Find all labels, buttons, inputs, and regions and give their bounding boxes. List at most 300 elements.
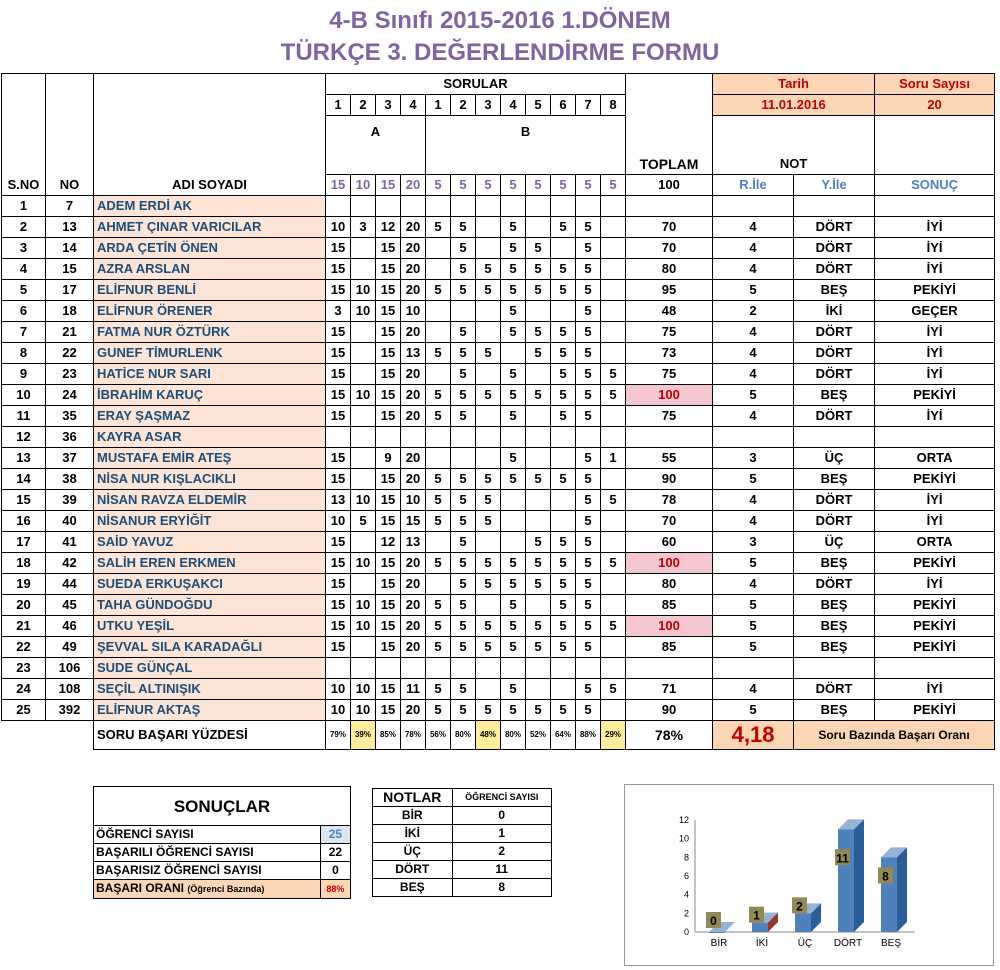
y-tick-label: 6 (683, 871, 689, 881)
student-name: KAYRA ASAR (94, 427, 326, 448)
score-cell: 5 (551, 322, 576, 343)
score-cell: 10 (351, 301, 376, 322)
summary-blank (46, 721, 94, 750)
score-cell: 15 (376, 490, 401, 511)
student-grade-word: ÜÇ (794, 532, 875, 553)
score-cell (601, 511, 626, 532)
student-sno: 18 (2, 553, 46, 574)
score-cell: 15 (376, 364, 401, 385)
student-grade-word (794, 658, 875, 679)
student-result: PEKİYİ (875, 553, 995, 574)
question-number: 3 (376, 95, 401, 116)
score-cell (476, 322, 501, 343)
basari-orani-sub: (Öğrenci Bazında) (187, 884, 265, 894)
score-cell: 10 (351, 280, 376, 301)
score-cell: 15 (326, 343, 351, 364)
score-cell (476, 427, 501, 448)
question-points: 15 (376, 175, 401, 196)
sonuclar-label: BAŞARISIZ ÖĞRENCİ SAYISI (94, 862, 321, 880)
score-cell: 12 (376, 532, 401, 553)
student-grade-number: 4 (713, 490, 794, 511)
score-cell: 5 (576, 637, 601, 658)
score-cell: 10 (351, 679, 376, 700)
student-sno: 8 (2, 343, 46, 364)
score-cell (426, 322, 451, 343)
score-cell: 15 (326, 574, 351, 595)
summary-note: Soru Bazında Başarı Oranı (794, 721, 995, 750)
student-result: İYİ (875, 238, 995, 259)
score-cell (601, 658, 626, 679)
score-cell: 5 (526, 532, 551, 553)
score-cell: 20 (401, 637, 426, 658)
score-cell: 5 (451, 574, 476, 595)
score-cell (426, 532, 451, 553)
notlar-grade: İKİ (373, 825, 453, 843)
score-cell: 5 (426, 343, 451, 364)
score-cell (326, 427, 351, 448)
question-success-percent: 56% (426, 721, 451, 750)
score-cell: 5 (451, 217, 476, 238)
score-cell (476, 679, 501, 700)
score-cell: 15 (326, 448, 351, 469)
student-total: 55 (626, 448, 713, 469)
table-row (2, 448, 995, 469)
score-cell (376, 196, 401, 217)
student-total: 70 (626, 511, 713, 532)
score-cell: 20 (401, 238, 426, 259)
score-cell: 5 (501, 259, 526, 280)
table-row (2, 343, 995, 364)
student-name: ARDA ÇETİN ÖNEN (94, 238, 326, 259)
notlar-count: 0 (452, 807, 551, 825)
table-row (2, 364, 995, 385)
student-grade-number: 4 (713, 511, 794, 532)
score-cell: 15 (326, 595, 351, 616)
student-total (626, 196, 713, 217)
student-no: 46 (46, 616, 94, 637)
student-name: FATMA NUR ÖZTÜRK (94, 322, 326, 343)
student-grade-number: 3 (713, 532, 794, 553)
score-cell: 5 (576, 322, 601, 343)
score-cell: 10 (351, 700, 376, 721)
score-cell: 20 (401, 574, 426, 595)
y-tick-label: 8 (683, 852, 689, 863)
student-total: 85 (626, 637, 713, 658)
score-cell: 15 (376, 322, 401, 343)
table-row (2, 427, 995, 448)
bar (838, 829, 854, 932)
y-tick-label: 0 (683, 927, 689, 937)
student-name: ELİFNUR AKTAŞ (94, 700, 326, 721)
bar-side (854, 819, 864, 932)
student-name: GUNEF TİMURLENK (94, 343, 326, 364)
score-cell: 5 (426, 490, 451, 511)
score-cell: 20 (401, 322, 426, 343)
score-cell: 15 (376, 301, 401, 322)
score-cell: 13 (401, 532, 426, 553)
student-grade-number (713, 427, 794, 448)
score-cell: 5 (601, 385, 626, 406)
score-cell: 9 (376, 448, 401, 469)
student-total: 80 (626, 574, 713, 595)
score-cell: 15 (326, 280, 351, 301)
score-cell: 10 (351, 595, 376, 616)
student-no: 106 (46, 658, 94, 679)
student-grade-word: DÖRT (794, 679, 875, 700)
data-label: 8 (882, 869, 889, 884)
question-number: 4 (501, 95, 526, 116)
header-sno: S.NO (2, 74, 46, 196)
score-cell: 5 (426, 616, 451, 637)
score-cell (476, 238, 501, 259)
student-result: İYİ (875, 217, 995, 238)
table-row (2, 406, 995, 427)
student-grade-word: DÖRT (794, 406, 875, 427)
student-no: 42 (46, 553, 94, 574)
score-cell: 15 (326, 322, 351, 343)
student-grade-number: 5 (713, 385, 794, 406)
score-cell (551, 658, 576, 679)
student-name: SAİD YAVUZ (94, 532, 326, 553)
question-number: 1 (326, 95, 351, 116)
x-tick-label: ÜÇ (797, 938, 813, 949)
score-cell: 20 (401, 364, 426, 385)
student-grade-number: 5 (713, 469, 794, 490)
question-points: 5 (476, 175, 501, 196)
score-cell: 5 (601, 679, 626, 700)
score-cell: 5 (476, 385, 501, 406)
student-result: PEKİYİ (875, 280, 995, 301)
question-number: 3 (476, 95, 501, 116)
score-cell: 5 (451, 259, 476, 280)
student-no: 17 (46, 280, 94, 301)
student-total: 100 (626, 385, 713, 406)
student-name: ERAY ŞAŞMAZ (94, 406, 326, 427)
score-cell (351, 637, 376, 658)
y-tick-label: 2 (683, 908, 689, 919)
student-grade-number: 5 (713, 280, 794, 301)
student-no: 49 (46, 637, 94, 658)
score-cell: 3 (351, 217, 376, 238)
score-cell: 20 (401, 448, 426, 469)
header-yazi: Y.İle (794, 175, 875, 196)
table-row (2, 280, 995, 301)
score-cell (451, 427, 476, 448)
basari-orani-label (94, 880, 321, 899)
student-total: 90 (626, 469, 713, 490)
score-cell: 5 (601, 553, 626, 574)
score-cell (551, 511, 576, 532)
student-result: PEKİYİ (875, 616, 995, 637)
score-cell: 5 (551, 469, 576, 490)
bar-side (897, 847, 907, 932)
score-cell: 5 (451, 511, 476, 532)
score-cell (501, 427, 526, 448)
student-sno: 3 (2, 238, 46, 259)
score-cell (351, 322, 376, 343)
score-cell (476, 217, 501, 238)
table-row (2, 322, 995, 343)
student-sno: 10 (2, 385, 46, 406)
summary-label: SORU BAŞARI YÜZDESİ (94, 721, 326, 750)
score-cell (501, 658, 526, 679)
student-grade-number: 2 (713, 301, 794, 322)
score-cell: 1 (601, 448, 626, 469)
question-points: 5 (526, 175, 551, 196)
score-cell: 15 (376, 616, 401, 637)
grade-distribution-chart (624, 784, 994, 966)
score-cell: 15 (376, 406, 401, 427)
score-cell: 5 (451, 280, 476, 301)
student-grade-word: BEŞ (794, 469, 875, 490)
student-grade-word: DÖRT (794, 490, 875, 511)
score-cell: 5 (551, 532, 576, 553)
table-row (2, 196, 995, 217)
score-cell (501, 343, 526, 364)
score-cell: 5 (526, 343, 551, 364)
student-total: 75 (626, 364, 713, 385)
student-name: AHMET ÇINAR VARICILAR (94, 217, 326, 238)
score-cell: 5 (526, 238, 551, 259)
score-cell: 5 (526, 616, 551, 637)
student-result: İYİ (875, 574, 995, 595)
question-success-percent: 85% (376, 721, 401, 750)
student-total: 80 (626, 259, 713, 280)
student-sno: 6 (2, 301, 46, 322)
score-cell: 5 (426, 637, 451, 658)
student-grade-number: 5 (713, 637, 794, 658)
student-result: İYİ (875, 679, 995, 700)
student-sno: 4 (2, 259, 46, 280)
student-sno: 12 (2, 427, 46, 448)
score-cell (326, 658, 351, 679)
score-cell: 10 (351, 385, 376, 406)
question-success-percent: 48% (476, 721, 501, 750)
score-cell: 5 (451, 553, 476, 574)
question-success-percent: 78% (401, 721, 426, 750)
student-grade-word: DÖRT (794, 259, 875, 280)
student-grade-number: 4 (713, 217, 794, 238)
score-cell (601, 574, 626, 595)
student-grade-word (794, 427, 875, 448)
student-no: 41 (46, 532, 94, 553)
score-cell: 5 (426, 217, 451, 238)
score-cell: 12 (376, 217, 401, 238)
student-name: SEÇİL ALTINIŞIK (94, 679, 326, 700)
question-success-percent: 79% (326, 721, 351, 750)
notlar-count: 11 (452, 861, 551, 879)
score-cell (601, 196, 626, 217)
sonuclar-value: 25 (320, 826, 350, 844)
question-points: 5 (601, 175, 626, 196)
student-name: ELİFNUR BENLİ (94, 280, 326, 301)
student-sno: 16 (2, 511, 46, 532)
student-grade-number (713, 658, 794, 679)
score-cell: 5 (551, 280, 576, 301)
student-grade-word: DÖRT (794, 574, 875, 595)
student-no: 392 (46, 700, 94, 721)
bar (752, 923, 768, 932)
score-cell: 20 (401, 616, 426, 637)
score-cell: 20 (401, 553, 426, 574)
x-tick-label: İKİ (755, 938, 769, 949)
student-name: NİSA NUR KIŞLACIKLI (94, 469, 326, 490)
score-cell (351, 427, 376, 448)
score-cell (426, 448, 451, 469)
table-row (2, 637, 995, 658)
notlar-grade: BEŞ (373, 879, 453, 897)
student-no: 35 (46, 406, 94, 427)
student-total: 95 (626, 280, 713, 301)
basari-orani-value: 88% (320, 880, 350, 899)
score-cell: 5 (551, 700, 576, 721)
score-cell (526, 427, 551, 448)
score-cell: 5 (476, 469, 501, 490)
question-points: 15 (326, 175, 351, 196)
student-result: ORTA (875, 532, 995, 553)
score-cell: 5 (451, 385, 476, 406)
student-no: 21 (46, 322, 94, 343)
score-cell (526, 217, 551, 238)
student-name: SUEDA ERKUŞAKCI (94, 574, 326, 595)
score-cell (576, 427, 601, 448)
data-label: 1 (753, 908, 760, 923)
student-grade-word: DÖRT (794, 322, 875, 343)
question-number: 4 (401, 95, 426, 116)
score-cell: 5 (526, 574, 551, 595)
score-cell (351, 259, 376, 280)
student-result (875, 658, 995, 679)
student-sno: 22 (2, 637, 46, 658)
header-sonuc: SONUÇ (875, 175, 995, 196)
header-not: NOT (713, 116, 875, 175)
score-cell: 15 (326, 616, 351, 637)
score-cell: 5 (601, 364, 626, 385)
student-grade-word: DÖRT (794, 238, 875, 259)
table-row (2, 259, 995, 280)
score-cell: 15 (376, 679, 401, 700)
score-cell (501, 532, 526, 553)
score-cell: 15 (376, 553, 401, 574)
score-cell (551, 490, 576, 511)
score-cell: 5 (576, 217, 601, 238)
header-tarih-value: 11.01.2016 (713, 95, 875, 116)
question-success-percent: 39% (351, 721, 376, 750)
score-cell (601, 532, 626, 553)
score-cell (601, 406, 626, 427)
score-cell: 15 (376, 574, 401, 595)
student-total: 73 (626, 343, 713, 364)
score-cell: 10 (326, 679, 351, 700)
score-cell: 5 (526, 259, 551, 280)
header-empty (875, 116, 995, 175)
score-cell (601, 322, 626, 343)
score-cell: 5 (476, 700, 501, 721)
student-grade-word: DÖRT (794, 343, 875, 364)
score-cell: 10 (351, 490, 376, 511)
score-cell (576, 196, 601, 217)
score-cell: 5 (501, 679, 526, 700)
table-row (2, 658, 995, 679)
question-points: 5 (451, 175, 476, 196)
score-cell (601, 595, 626, 616)
score-cell: 10 (326, 511, 351, 532)
score-cell (451, 658, 476, 679)
question-points: 5 (576, 175, 601, 196)
student-grade-word: ÜÇ (794, 448, 875, 469)
student-grade-word: BEŞ (794, 595, 875, 616)
score-cell (551, 679, 576, 700)
table-row (2, 574, 995, 595)
score-cell (351, 448, 376, 469)
student-total: 90 (626, 700, 713, 721)
score-cell: 10 (326, 217, 351, 238)
student-grade-number: 5 (713, 553, 794, 574)
score-cell (526, 679, 551, 700)
score-cell: 15 (326, 259, 351, 280)
score-cell: 5 (501, 637, 526, 658)
score-cell: 11 (401, 679, 426, 700)
score-cell: 5 (526, 700, 551, 721)
score-cell: 5 (576, 679, 601, 700)
score-cell: 5 (526, 322, 551, 343)
score-cell: 15 (376, 343, 401, 364)
score-cell: 15 (376, 469, 401, 490)
student-name: SALİH EREN ERKMEN (94, 553, 326, 574)
data-label: 2 (796, 899, 803, 914)
score-cell: 5 (576, 553, 601, 574)
student-sno: 14 (2, 469, 46, 490)
student-sno: 11 (2, 406, 46, 427)
student-sno: 20 (2, 595, 46, 616)
student-grade-word: BEŞ (794, 700, 875, 721)
score-cell: 5 (601, 490, 626, 511)
score-cell: 5 (551, 595, 576, 616)
score-cell: 5 (501, 616, 526, 637)
student-name: ADEM ERDİ AK (94, 196, 326, 217)
score-cell: 20 (401, 280, 426, 301)
score-cell: 13 (401, 343, 426, 364)
student-grade-word: BEŞ (794, 553, 875, 574)
score-cell: 3 (326, 301, 351, 322)
score-cell (476, 595, 501, 616)
student-grade-word: DÖRT (794, 364, 875, 385)
student-total: 71 (626, 679, 713, 700)
score-cell: 5 (476, 343, 501, 364)
score-cell: 5 (526, 469, 551, 490)
student-sno: 5 (2, 280, 46, 301)
score-cell: 5 (551, 616, 576, 637)
student-name: SUDE GÜNÇAL (94, 658, 326, 679)
bar (709, 932, 725, 933)
score-cell: 5 (576, 700, 601, 721)
student-sno: 1 (2, 196, 46, 217)
student-result: PEKİYİ (875, 385, 995, 406)
student-sno: 21 (2, 616, 46, 637)
score-cell (376, 658, 401, 679)
score-cell (401, 427, 426, 448)
sonuclar-value: 0 (320, 862, 350, 880)
student-no: 44 (46, 574, 94, 595)
score-cell (501, 196, 526, 217)
score-cell: 5 (476, 511, 501, 532)
question-points: 20 (401, 175, 426, 196)
score-cell (476, 301, 501, 322)
student-name: HATİCE NUR SARI (94, 364, 326, 385)
score-cell: 10 (326, 700, 351, 721)
score-cell: 5 (451, 469, 476, 490)
score-cell: 5 (551, 574, 576, 595)
